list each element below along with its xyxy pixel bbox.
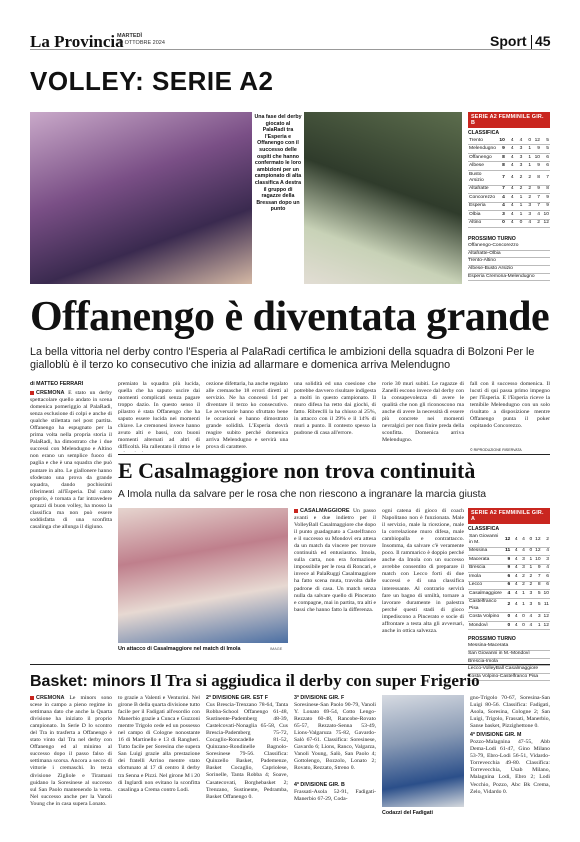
- red-square-icon: [30, 696, 34, 700]
- team-stat: 8: [532, 170, 541, 185]
- team-stat: 10: [541, 211, 550, 219]
- next-round-title: PROSSIMO TURNO: [468, 236, 516, 243]
- team-stat: 3: [523, 211, 532, 219]
- team-stat: 10: [542, 590, 550, 598]
- results-text: Pozzo-Malagnina 47-55, Abb Dema-Lodi 61-47, Gino Milano 53-79, Ebro-Lodi 56-51, Vidardo-Torrevecchia 49-80. Classifica: Torrevecchia, Usab Milano, Malagnina Lodi, Ebro 2; Lodi Vecchio, Pozzo, Abc Bk Crema, Zelo, Vidardo 0.: [470, 739, 550, 795]
- team-stat: 2: [523, 170, 532, 185]
- article-1-col-2: premiato la squadra più lucida, quella che ha saputo uscire dai momenti complicati senza pagare troppo dazio. In questo senso il pilastro è stata Offanengo che ha saputo essere lucida nei momenti chiave. Le cremonesi invece hanno avuto alti e bassi, con buoni momenti alternati ad altri di difficoltà. Ha rallentato il ritmo e le: [118, 381, 200, 451]
- team-stat: 10: [533, 556, 541, 564]
- team-stat: 3: [515, 162, 524, 170]
- team-name: Altafratte: [468, 185, 497, 193]
- team-stat: 5: [541, 145, 550, 153]
- team-name: Olbia: [468, 211, 497, 219]
- team-stat: 4: [511, 621, 518, 629]
- next-match: Albese-Busto Arsizio: [468, 266, 550, 274]
- team-stat: 1: [515, 211, 524, 219]
- article-3-col-6: [470, 695, 550, 825]
- next-round-list: [468, 643, 550, 681]
- team-stat: 3: [515, 145, 524, 153]
- team-points: 11: [503, 547, 511, 555]
- team-stat: 1: [523, 145, 532, 153]
- team-name: Concorezzo: [468, 194, 497, 202]
- team-stat: 3: [515, 153, 524, 161]
- next-match: Altafratte-Olbia: [468, 251, 550, 259]
- standings-row: [468, 194, 550, 202]
- team-stat: 10: [532, 153, 541, 161]
- team-stat: 3: [523, 202, 532, 210]
- team-stat: 2: [523, 185, 532, 193]
- dateline: CREMONA: [36, 695, 65, 701]
- team-name: Esperia: [468, 202, 497, 210]
- team-stat: 4: [506, 170, 515, 185]
- article-1-col-4: una solidità ed una coesione che potrebbe davvero risultare indigesta a molti in questo campionato. Il muro difesa ha retto dai giochi, di fatto. Ribreclli la ha chiuso al 25%, in attacco con il 29% e il 14% di muri a punto. Il contesto spesso la pudrone di casa all'errore.: [294, 381, 376, 437]
- standings-row: [468, 202, 550, 210]
- next-match: Costa Volpino-Castelfranco Pisa: [468, 674, 550, 682]
- team-points: 8: [497, 153, 506, 161]
- player-photo-caption: Codazzi del Fadigati: [382, 810, 433, 816]
- team-stat: 2: [542, 533, 550, 547]
- team-stat: 4: [542, 564, 550, 572]
- team-points: 12: [503, 533, 511, 547]
- team-stat: 1: [526, 556, 533, 564]
- text: Un passo avanti e due indietro per il VolleyBall Casalmaggiore che dopo il punto guadagnato a Castelfranco e il successo su Mondovì era attesa da un match da vincere per trovare continuità ed entusiasmo. Imola, sulla carta, non era formazione impossibile per le rosa di Roncari, e invece al PalaRuggi Casalmaggiore ha fatto scena muta, travolta dalle padrone di casa. Un match senza nulla da salvare quello di Pincerato e compagne, mai in partita, tra alti e bassi che hanno fatto la differenza.: [294, 508, 376, 613]
- team-stat: 4: [515, 137, 524, 145]
- next-match: Brescia-Imola: [468, 659, 550, 667]
- team-name: Altino: [468, 219, 497, 227]
- team-stat: 0: [515, 219, 524, 227]
- team-stat: 12: [542, 613, 550, 621]
- next-match: Esperia Cremona-Melendugno: [468, 274, 550, 282]
- team-stat: 6: [541, 153, 550, 161]
- team-stat: 0: [519, 621, 526, 629]
- team-stat: 4: [511, 547, 518, 555]
- next-match: Lecco-VolleyBall Casalmaggiore: [468, 666, 550, 674]
- team-name: Trento: [468, 137, 497, 145]
- results-text: Cus Brescia-Trenzano 78-64, Tanta Robba-School Offanengo 61-48, Sustinente-Pademberg 48-39, Castelcovati-Nonaglia 65-58, Cus Brescia-Pademberg 75-72, Cocaglio-Roncadelle 81-52, Quinzano-Rondinelle Bagnolo-Soresinese 79-56. Classifica: Quinzello Basket, Pademenze, Basket Cocaglio, Capriolese, Sorinelle, Tanta Robba 4; Soave, Casatecovati, Borghebasket 2; Trenzano, Sustinente, Pedramba, Basket Offanengo 0.: [206, 702, 288, 800]
- team-stat: 4: [506, 211, 515, 219]
- standings-row: [468, 162, 550, 170]
- team-stat: 2: [526, 573, 533, 581]
- team-points: 4: [497, 202, 506, 210]
- team-stat: 9: [533, 564, 541, 572]
- headline-2: E Casalmaggiore non trova continuità: [118, 458, 476, 483]
- standings-title: SERIE A2 FEMMINILE GIR. A: [468, 508, 550, 524]
- page-number: 45: [535, 33, 551, 49]
- team-name: Busto Arsizio: [468, 170, 497, 185]
- team-stat: 8: [541, 185, 550, 193]
- byline: di MATTEO FERRARI: [30, 381, 84, 387]
- results-title: 2ª DIVISIONE GIR. EST F: [206, 695, 269, 701]
- team-stat: 8: [533, 581, 541, 589]
- team-points: 7: [497, 170, 506, 185]
- team-stat: 0: [526, 547, 533, 555]
- team-name: San Giovanni in M.: [468, 533, 503, 547]
- team-stat: 6: [542, 581, 550, 589]
- divider: [118, 454, 550, 455]
- team-stat: 2: [523, 194, 532, 202]
- results-title: 4ª DIVISIONE GIR. B: [294, 782, 345, 788]
- article-1-col-3: cezione difettaria, ha anche regalato alle cremasche 18 errori diretti al servizio. Ne ha concessi 14 per diventare il terzo ko consecutivo. Le avversarie hanno sfruttato bene le occasioni e hanno dimostrato grande solidità. L'Esperia dovrà reagire subito perché domenica arriva Melendugno e servirà una prova di carattere.: [206, 381, 288, 451]
- team-stat: 7: [541, 170, 550, 185]
- team-stat: 0: [523, 137, 532, 145]
- team-stat: 4: [506, 194, 515, 202]
- team-stat: 4: [542, 547, 550, 555]
- team-stat: 4: [506, 202, 515, 210]
- team-points: 0: [503, 621, 511, 629]
- team-stat: 4: [523, 219, 532, 227]
- team-stat: 5: [533, 598, 541, 613]
- team-points: 6: [503, 573, 511, 581]
- team-stat: 9: [532, 145, 541, 153]
- standings-row: [468, 153, 550, 161]
- standings-row: [468, 170, 550, 185]
- standings-title: SERIE A2 FEMMINILE GIR. B: [468, 112, 550, 128]
- team-stat: 4: [506, 219, 515, 227]
- results-text: gno-Trigolo 70-67, Soresina-San Luigi 80-56. Classifica: Fadigati, Asola, Soresina, Cologne 2; San Luigi, Trigolo, Frassati, Manerbio, Sanse basket, Pizzighettone 0.: [470, 695, 550, 730]
- team-stat: 4: [506, 145, 515, 153]
- team-stat: 4: [532, 211, 541, 219]
- match-photo-3: [118, 508, 288, 643]
- standings-subtitle: CLASSIFICA: [468, 526, 500, 532]
- team-stat: 6: [542, 573, 550, 581]
- article-1-col-5: rorie 30 muri subiti. Le ragazze di Zanelli escono invece dal derby con la consapevolezza di avere le qualità che non gli riconoscono ma anche di avere la necessità di essere più concrete nei momenti nevralgici per non finire preda della sconfitta. Domenica arriva Melendugno.: [382, 381, 464, 444]
- standings-row: [468, 613, 550, 621]
- team-stat: 9: [541, 202, 550, 210]
- team-name: Melendugno: [468, 145, 497, 153]
- dateline: CASALMAGGIORE: [300, 508, 350, 514]
- team-stat: 3: [542, 556, 550, 564]
- team-stat: 4: [506, 153, 515, 161]
- team-name: Offanengo: [468, 153, 497, 161]
- team-stat: 1: [519, 590, 526, 598]
- team-stat: 1: [523, 153, 532, 161]
- team-stat: 6: [541, 162, 550, 170]
- team-stat: 9: [532, 162, 541, 170]
- subheadline-main: La bella vittoria nel derby contro l'Esperia al PalaRadi certifica le ambizioni della squadra di Bolzoni Per le gialloblù è il terzo ko consecutivo che inizia ad allarmare e domenica arriva Melendugno: [30, 346, 535, 371]
- header-divider: [531, 35, 532, 49]
- team-name: Imola: [468, 573, 503, 581]
- team-points: 10: [497, 137, 506, 145]
- team-points: 2: [503, 598, 511, 613]
- standings-row: [468, 145, 550, 153]
- issue-day: MARTEDÌ: [117, 33, 143, 39]
- team-stat: 1: [515, 194, 524, 202]
- team-name: Albese: [468, 162, 497, 170]
- standings-row: [468, 137, 550, 145]
- copyright-note: © RIPRODUZIONE RISERVATA: [470, 448, 522, 452]
- photo-caption-2: Un attacco di Casalmaggiore nel match di Imola: [118, 646, 241, 652]
- team-points: 9: [503, 564, 511, 572]
- next-match: San Giovanni in M.-Mondovì: [468, 651, 550, 659]
- team-stat: 9: [532, 185, 541, 193]
- team-name: Casalmaggiore: [468, 590, 503, 598]
- standings-row: [468, 621, 550, 629]
- photo-credit: IMAGE: [270, 647, 283, 651]
- headline-3: [30, 671, 480, 691]
- team-stat: 4: [511, 590, 518, 598]
- text: fall con il successo domenica. Il lucsti di qui passa primo impegno per l'Esperia. E l'Esperia riceve la temibile Melendugno con un solo risultato a disposizione mentre Offanengo punta il poker ospitando Concorezzo.: [470, 381, 550, 430]
- team-points: 0: [497, 219, 506, 227]
- team-points: 7: [497, 185, 506, 193]
- team-stat: 4: [511, 613, 518, 621]
- team-stat: 4: [506, 185, 515, 193]
- standings-row: [468, 598, 550, 613]
- team-stat: 3: [533, 613, 541, 621]
- text: Le minors sono scese in campo a pieno regime in settimana dato che anche la Quarta divisione ha iniziato il proprio campionato. In Serie D lo scontro del Tra in trasferta a Offanengo è stato vinto dal Tra nel derby con Offanengo ed al minimo al successo dopo il passo falso di settimana scorsa. Ancora a secco di vittorie i cremaschi. In terza divisione Zigliole e Tiramani guidano la Soresinese al successo sul San Paolo mantenendo la vetta. Nel successo anche per la Vanoli Young che in casa supera Lonato.: [30, 695, 112, 807]
- team-stat: 9: [541, 194, 550, 202]
- standings-row: [468, 590, 550, 598]
- team-stat: 5: [533, 590, 541, 598]
- standings-subtitle: CLASSIFICA: [468, 130, 500, 136]
- team-points: 4: [497, 194, 506, 202]
- team-stat: 5: [541, 137, 550, 145]
- team-stat: 12: [542, 621, 550, 629]
- standings-row: [468, 564, 550, 572]
- results-text: Frassati-Asola 52-91, Fadigati-Manerbio 67-29, Coda-: [294, 789, 376, 803]
- team-points: 8: [497, 162, 506, 170]
- headline-main: Offanengo è diventata grande: [30, 294, 550, 340]
- team-stat: 3: [519, 556, 526, 564]
- section-name: Sport: [490, 33, 527, 49]
- team-stat: 3: [526, 598, 533, 613]
- newspaper-logo: La Provincia: [30, 32, 124, 51]
- issue-date: [117, 33, 165, 46]
- team-stat: 11: [542, 598, 550, 613]
- article-1-col-6: [470, 381, 550, 452]
- team-stat: 1: [533, 621, 541, 629]
- results-title: 3ª DIVISIONE GIR. F: [294, 695, 345, 701]
- team-stat: 4: [519, 533, 526, 547]
- standings-box-b: [468, 112, 550, 281]
- team-stat: 4: [511, 564, 518, 572]
- results-title: 4ª DIVISIONE GIR. M: [470, 732, 522, 739]
- standings-table: [468, 533, 550, 630]
- team-points: 3: [497, 211, 506, 219]
- team-points: 9: [497, 145, 506, 153]
- match-photo-1: [30, 112, 252, 284]
- results-text: Soresinese-San Paolo 90-79, Vanoli Y. Lonato 69-54, Cotto Lengo-Rezzato 60-48, Rancobe-Rovato 65-57, Rezzato-Senna 53-49, Lions-Valgaruza 75-82, Gavardo-Salò 67-61. Classifica: Soresinese, Gavardo 6; Lions, Ranco, Valgarza, Vanoli Young, Salò, San Paolo 4; Gottolengo, Bozzolo, Lonato 2; Rovato, Rezzato, Streno 0.: [294, 702, 376, 772]
- team-stat: 4: [506, 137, 515, 145]
- team-points: 4: [503, 590, 511, 598]
- match-photo-2: [304, 112, 462, 284]
- team-stat: 4: [511, 581, 518, 589]
- team-stat: 3: [526, 590, 533, 598]
- next-round-list: [468, 243, 550, 281]
- headline-3-text: Il Tra si aggiudica il derby con super Frigerio: [150, 671, 480, 690]
- next-round-title: PROSSIMO TURNO: [468, 636, 516, 643]
- team-stat: 1: [523, 162, 532, 170]
- team-stat: 4: [519, 547, 526, 555]
- team-stat: 7: [532, 202, 541, 210]
- team-stat: 1: [519, 598, 526, 613]
- team-stat: 2: [515, 170, 524, 185]
- team-name: Macerata: [468, 556, 503, 564]
- standings-box-a: [468, 508, 550, 681]
- team-points: 0: [503, 613, 511, 621]
- standings-row: [468, 573, 550, 581]
- team-stat: 12: [541, 219, 550, 227]
- red-square-icon: [30, 391, 34, 395]
- team-stat: 12: [532, 137, 541, 145]
- team-stat: 2: [519, 573, 526, 581]
- standings-row: [468, 219, 550, 227]
- team-stat: 0: [519, 613, 526, 621]
- standings-table: [468, 137, 550, 228]
- article-2-col-2: ogni catena di gioco di coach Napolitano non è funzionata. Male il servizio, male la ricezione, male la correlazione muro difesa, male cambiopalla e contrattacco. Insomma, da salvare c'è veramente poco. Il rammarico è doppio perché anche da Imola con un successo avrebbe consentito di preparare il match con Lecco forti di due successi e di una classifica interessante. Al contrario servirà fare un bagno di umiltà, tornare a lavorare duramente in palestra perché questi stadi di gioco impediscono a Pincerato e socie di affrontare a testa alta gli avversari, anche in ottica salvezza.: [382, 508, 464, 634]
- team-name: Costa Volpino: [468, 613, 503, 621]
- team-stat: 2: [515, 185, 524, 193]
- team-stat: 4: [526, 613, 533, 621]
- dateline: CREMONA: [36, 390, 65, 396]
- team-stat: 4: [526, 621, 533, 629]
- team-stat: 7: [532, 194, 541, 202]
- issue-date-value: 29 OTTOBRE 2024: [117, 39, 165, 46]
- article-3-col-4: [294, 695, 376, 825]
- article-3-col-1: [30, 695, 112, 825]
- article-3-col-2: to grazie a Valenti e Venturini. Nel girone B della quarta divisione tutto facile per il Fadigati all'esordio con Manerbio grazie a Cunca e Guzzoni mentre Trigolo cede ed un possesso nel campo di Cologne nonostante 16 di Martinello e 13 di Rangheri. Tutto facile per Soresina che supera San Luigi grazie alla prestazione dei fratelli Arrino mentre stato sfortunato al 17 di centro il derby tra Senna e Pizzi. Nel girone M i 20 di Inglardi non evitano la sconfitta casalinga a Crema contro Lodi.: [118, 695, 200, 793]
- photo-caption-1: Una fase del derby giocato al PalaRadi tra l'Esperia e Offanengo con il successo delle ospiti che hanno confermato le loro ambizioni per un campionato di alta classifica A destra il gruppo di ragazze della Bressan dopo un punto: [254, 114, 302, 213]
- team-stat: 2: [519, 581, 526, 589]
- team-name: Messina: [468, 547, 503, 555]
- next-match: Messina-Macerata: [468, 643, 550, 651]
- article-2-col-1: [294, 508, 376, 654]
- standings-row: [468, 211, 550, 219]
- player-photo: [382, 695, 464, 807]
- team-stat: 2: [526, 581, 533, 589]
- standings-row: [468, 547, 550, 555]
- team-stat: 4: [511, 598, 518, 613]
- red-square-icon: [294, 509, 298, 513]
- standings-row: [468, 533, 550, 547]
- team-stat: 4: [511, 573, 518, 581]
- team-stat: 1: [526, 564, 533, 572]
- subheadline-2: A Imola nulla da salvare per le rosa che non riescono a ingranare la marcia giusta: [118, 489, 487, 500]
- section-kicker: VOLLEY: SERIE A2: [30, 66, 274, 96]
- text: E stato un derby spettacolare quello andato in scena domenica pomeriggio al PalaRadi, senza esclusione di colpi e anche di qualche stilettata nel post partita. Offanengo ha espugnato per la prima volta nella propria storia il PalaRadi, ha dimostrato che i due successi con Melendugno e Altino non erano un semplice fuoco di paglia e che è una squadra che può puntare in alto. Le giallonere hanno sfoderato una prova da grande squadra, dando pochissimi riferimenti all'Esperia. Dal canto proprio, è tornata a far intravedere sprazzi di buon volley, ha mosso la classifica ma non può essere soddisfatta di una sconfitta casalinga che allunga il digiuno.: [30, 390, 112, 530]
- article-1-col-1: [30, 390, 112, 650]
- team-stat: 12: [533, 547, 541, 555]
- standings-row: [468, 556, 550, 564]
- team-stat: 1: [515, 202, 524, 210]
- team-name: Mondovì: [468, 621, 503, 629]
- divider: [30, 664, 550, 665]
- standings-row: [468, 581, 550, 589]
- team-stat: 4: [511, 533, 518, 547]
- team-stat: 0: [526, 533, 533, 547]
- team-stat: 12: [533, 533, 541, 547]
- team-stat: 4: [506, 162, 515, 170]
- team-name: Brescia: [468, 564, 503, 572]
- article-3-col-3: [206, 695, 288, 825]
- team-points: 9: [503, 556, 511, 564]
- team-stat: 3: [519, 564, 526, 572]
- next-match: Trento-Altino: [468, 258, 550, 266]
- standings-row: [468, 185, 550, 193]
- team-stat: 7: [533, 573, 541, 581]
- team-stat: 2: [532, 219, 541, 227]
- team-stat: 4: [511, 556, 518, 564]
- headline-3-label: Basket: minors: [30, 673, 146, 690]
- team-name: Lecco: [468, 581, 503, 589]
- team-name: Castelfranco Pisa: [468, 598, 503, 613]
- team-points: 6: [503, 581, 511, 589]
- next-match: Offanengo-Concorezzo: [468, 243, 550, 251]
